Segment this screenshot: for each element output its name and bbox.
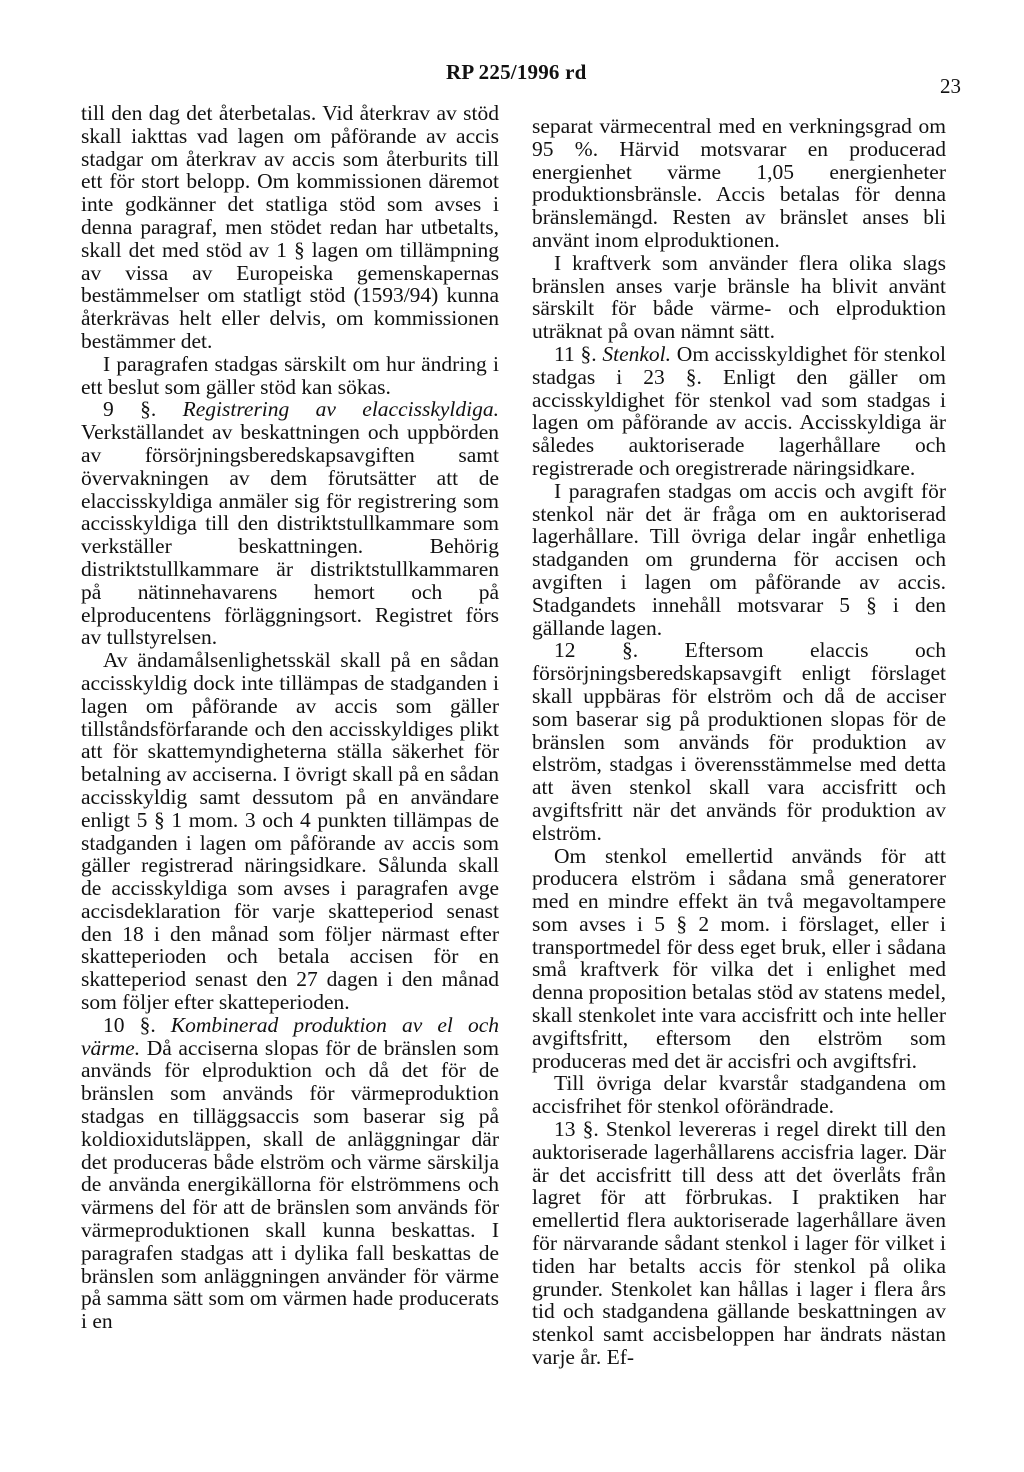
section-number: 9 §.: [103, 397, 157, 422]
section-number: 11 §.: [554, 341, 597, 366]
paragraph-text: till den dag det återbetalas. Vid återkrav av stöd skall iakttas vad lagen om påförande av accis stadgar om återkrav av accis som återburits till ett för stort belopp. Om kommissionen däremot inte godkänner det statliga stöd som avses i denna paragraf, men stödet redan har utbetalts, skall det med stöd av 1 § lagen om tillämpning av vissa av Europeiska gemenskapernas bestämmelser om statligt stöd (1593/94) kunna återkrävas helt eller delvis, om kommissionen bestämmer det.: [81, 101, 499, 353]
section-paragraph: [81, 398, 499, 649]
section-heading: Kombinerad produktion av el och värme.: [81, 1012, 499, 1060]
right-column: [532, 115, 946, 1369]
paragraph-text: Om stenkol emellertid används för att producera elström i sådana små generatorer med en mindre effekt än två megavoltampere som avses i 5 § 2 mom. i förslaget, eller i transportmedel för dess eget bruk, eller i sådana små kraftverk för vilka det i enlighet med denna proposition betalas stöd av statens medel, skall stenkolet inte vara accisfritt och inte heller avgiftsfritt, eftersom den elström som produceras med det är accisfri och avgiftsfri.: [532, 843, 946, 1073]
paragraph: [532, 1072, 946, 1118]
paragraph: [81, 102, 499, 353]
paragraph-text: Eftersom elaccis och försörjningsberedskapsavgift enligt förslaget skall uppbäras för elström och då de acciser som baserar sig på produktionen slopas för de bränslen som används för produktion av elström, stadgas i överensstämmelse med detta att även stenkol skall vara accisfritt och avgiftsfritt när det används för produktion av elström.: [532, 638, 947, 845]
section-number: 13 §.: [554, 1117, 599, 1142]
paragraph: [81, 353, 499, 399]
paragraph-text: I kraftverk som använder flera olika slags bränslen anses varje bränsle ha blivit använt särskilt för både värme- och elproduktion uträknat på ovan nämnt sätt.: [532, 250, 946, 344]
paragraph-text: I paragrafen stadgas särskilt om hur ändring i ett beslut som gäller stöd kan sökas.: [81, 351, 499, 399]
paragraph-text: Verkställandet av beskattningen och uppbörden av försörjningsberedskapsavgiften samt övervakningen av dem förutsätter att de elaccisskyldiga anmäler sig för registrering som accisskyldiga till den distriktstullkammare som verkställer beskattningen. Behörig distriktstullkammare är distriktstullkammaren på nätinnehavarens hemort och på elproducentens förläggningsort. Registret förs av tullstyrelsen.: [81, 420, 499, 650]
section-heading: Registrering av elaccisskyldiga.: [182, 397, 500, 422]
section-paragraph: [532, 343, 946, 480]
paragraph: [532, 480, 946, 640]
document-reference: RP 225/1996 rd: [446, 60, 587, 84]
page-number: 23: [940, 74, 961, 98]
paragraph-text: Till övriga delar kvarstår stadgandena om accisfrihet för stenkol oförändrade.: [532, 1071, 946, 1119]
left-column: [81, 102, 499, 1333]
section-paragraph: [532, 639, 946, 844]
paragraph-text: separat värmecentral med en verkningsgrad om 95 %. Härvid motsvarar en producerad energienhet värme 1,05 energienheter produktionsbränsle. Accis betalas för denna bränslemängd. Resten av bränslet anses bli använt inom elproduktionen.: [532, 114, 946, 252]
paragraph-text: I paragrafen stadgas om accis och avgift för stenkol när det är fråga om en auktoriserad lagerhållare. Till övriga delar ingår enhetliga stadganden om grunderna för accisen och avgiften i lagen om påförande av accis. Stadgandets innehåll motsvarar 5 § i den gällande lagen.: [532, 478, 946, 640]
paragraph: [532, 115, 946, 252]
paragraph-text: Stenkol levereras i regel direkt till den auktoriserade lagerhållarens accisfria lager. Där är det accisfritt till dess att det överlåts från lagret för att förbrukas. I praktiken har emellertid flera auktoriserade lagerhållare även för närvarande sådant stenkol i lager för vilket i tiden har betalts accis för stenkol på olika grunder. Stenkolet kan hållas i lager i flera års tid och stadgandena gällande beskattningen av stenkol samt accisbeloppen har ändrats nästan varje år. Ef-: [532, 1117, 947, 1370]
section-number: 10 §.: [103, 1012, 156, 1037]
paragraph-text: Om accisskyldighet för stenkol stadgas i 23 §. Enligt den gäller om accisskyldighet för stenkol vad som stadgas i lagen om påförande av accis. Accisskyldiga är således auktoriserade lagerhållare och registrerade och oregistrerade näringsidkare.: [532, 341, 947, 480]
section-number: 12 §.: [554, 638, 639, 663]
section-paragraph: [532, 1118, 946, 1369]
paragraph-text: Då acciserna slopas för de bränslen som används för elproduktion och då det för de bränslen som används för värmeproduktion stadgas en tilläggsaccis som baserar sig på koldioxidutsläppen, skall de anläggningar där det produceras både elström och värme särskilja de använda energikällorna för elströmmens och värmens del för att de bränslen som används för värmeproduktionen skall kunna beskattas. I paragrafen stadgas att i dylika fall beskattas de bränslen som anläggningen använder för värme på samma sätt som om värmen hade producerats i en: [81, 1035, 500, 1334]
paragraph: [532, 252, 946, 343]
paragraph: [532, 845, 946, 1073]
section-heading: Stenkol.: [602, 341, 672, 366]
section-paragraph: [81, 1014, 499, 1333]
paragraph: [81, 649, 499, 1014]
paragraph-text: Av ändamålsenlighetsskäl skall på en sådan accisskyldig dock inte tillämpas de stadganden i lagen om påförande av accis som gäller tillståndsförfarande och den accisskyldiges plikt att för skattemyndigheterna ställa säkerhet för betalning av acciserna. I övrigt skall på en sådan accisskyldig samt dessutom på en användare enligt 5 § 1 mom. 3 och 4 punkten tillämpas de stadganden i lagen om påförande av accis som gäller registrerad näringsidkare. Sålunda skall de accisskyldiga som avses i paragrafen avge accisdeklaration för varje skatteperiod senast den 18 i den månad som följer närmast efter skatteperioden och betala accisen för en skatteperiod senast den 27 dagen i den månad som följer efter skatteperioden.: [81, 648, 499, 1015]
